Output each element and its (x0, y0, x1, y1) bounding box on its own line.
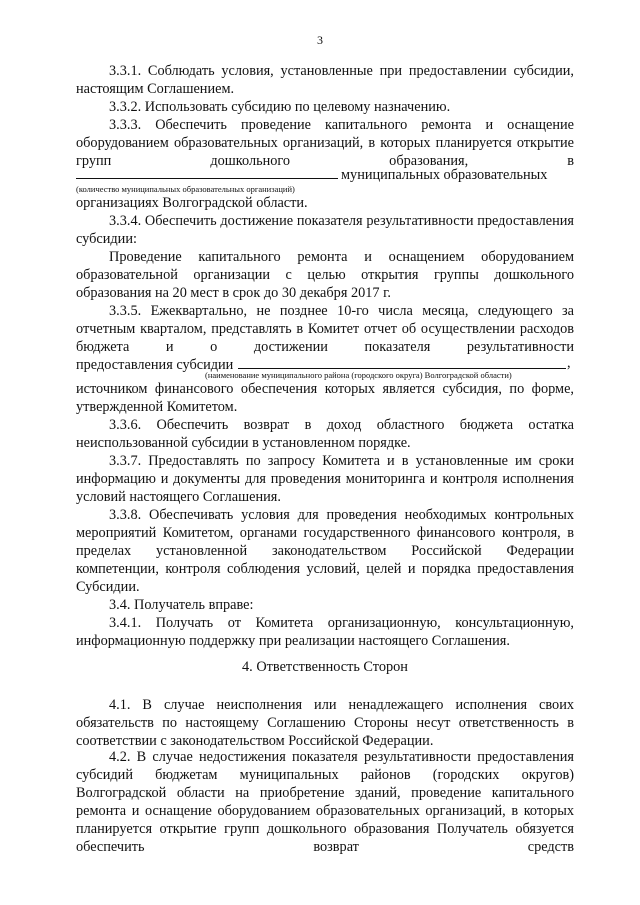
clause-3-3-5-cont: предоставления субсидии (76, 357, 234, 373)
section-heading-4: 4. Ответственность Сторон (242, 659, 408, 675)
clause-4-2: 4.2. В случае недостижения показателя результативности предоставления субсидий бюджетам муниципальных районов (городских округов) Волгоградской области на приобретение зданий, проведение капитального ремонта и оснащение оборудованием образовательных организаций, в которых планируется открытие групп дошкольного образования Получатель обязуется обеспечить возврат средств (76, 749, 574, 855)
note-municipality: (наименование муниципального района (городского округа) Волгоградской области) (205, 370, 512, 380)
comma: , (567, 355, 571, 371)
blank-field-municipality (238, 356, 566, 369)
clause-3-3-3-cont: муниципальных образовательных (341, 167, 548, 183)
clause-3-3-5: 3.3.5. Ежеквартально, не позднее 10-го числа месяца, следующего за отчетным кварталом, представлять в Комитет отчет об осуществлении расходов бюджета и о достижении показателя результативности (76, 303, 574, 355)
note-count: (количество муниципальных образовательных организаций) (76, 184, 295, 194)
clause-3-3-3: 3.3.3. Обеспечить проведение капитального ремонта и оснащение оборудованием образовательных организаций, в которых планируется открытие групп дошкольного образования, в (76, 117, 574, 169)
blank-field-count (76, 166, 338, 179)
clause-4-1: 4.1. В случае неисполнения или ненадлежащего исполнения своих обязательств по настоящему Соглашению Стороны несут ответственность в соответствии с законодательством Российской Федерации. (76, 697, 574, 749)
page-number: 3 (317, 33, 323, 47)
clause-3-4-1: 3.4.1. Получать от Комитета организационную, консультационную, информационную поддержку при реализации настоящего Соглашения. (76, 615, 574, 649)
clause-3-3-8: 3.3.8. Обеспечивать условия для проведения необходимых контрольных мероприятий Комитетом, органами государственного финансового контроля, в пределах установленной законодательством Российской Федерации компетенции, контроля соблюдения условий, целей и порядка предоставления Субсидии. (76, 507, 574, 595)
clause-3-3-4: 3.3.4. Обеспечить достижение показателя результативности предоставления субсидии: (76, 213, 574, 247)
clause-3-3-2: 3.3.2. Использовать субсидию по целевому назначению. (109, 99, 451, 115)
clause-3-3-4-body: Проведение капитального ремонта и оснащением оборудованием образовательной организации с целью открытия группы дошкольного образования на 20 мест в срок до 30 декабря 2017 г. (76, 249, 574, 301)
clause-3-3-7: 3.3.7. Предоставлять по запросу Комитета и в установленные им сроки информацию и документы для проведения мониторинга и контроля исполнения условий настоящего Соглашения. (76, 453, 574, 505)
clause-3-3-1: 3.3.1. Соблюдать условия, установленные при предоставлении субсидии, настоящим Соглашением. (76, 63, 574, 97)
clause-3-3-6: 3.3.6. Обеспечить возврат в доход областного бюджета остатка неиспользованной субсидии в установленном порядке. (76, 417, 574, 451)
clause-3-4: 3.4. Получатель вправе: (109, 597, 254, 613)
clause-3-3-3-end: организациях Волгоградской области. (76, 195, 308, 211)
clause-3-3-5-end: источником финансового обеспечения которых является субсидия, по форме, утвержденной Комитетом. (76, 381, 574, 415)
